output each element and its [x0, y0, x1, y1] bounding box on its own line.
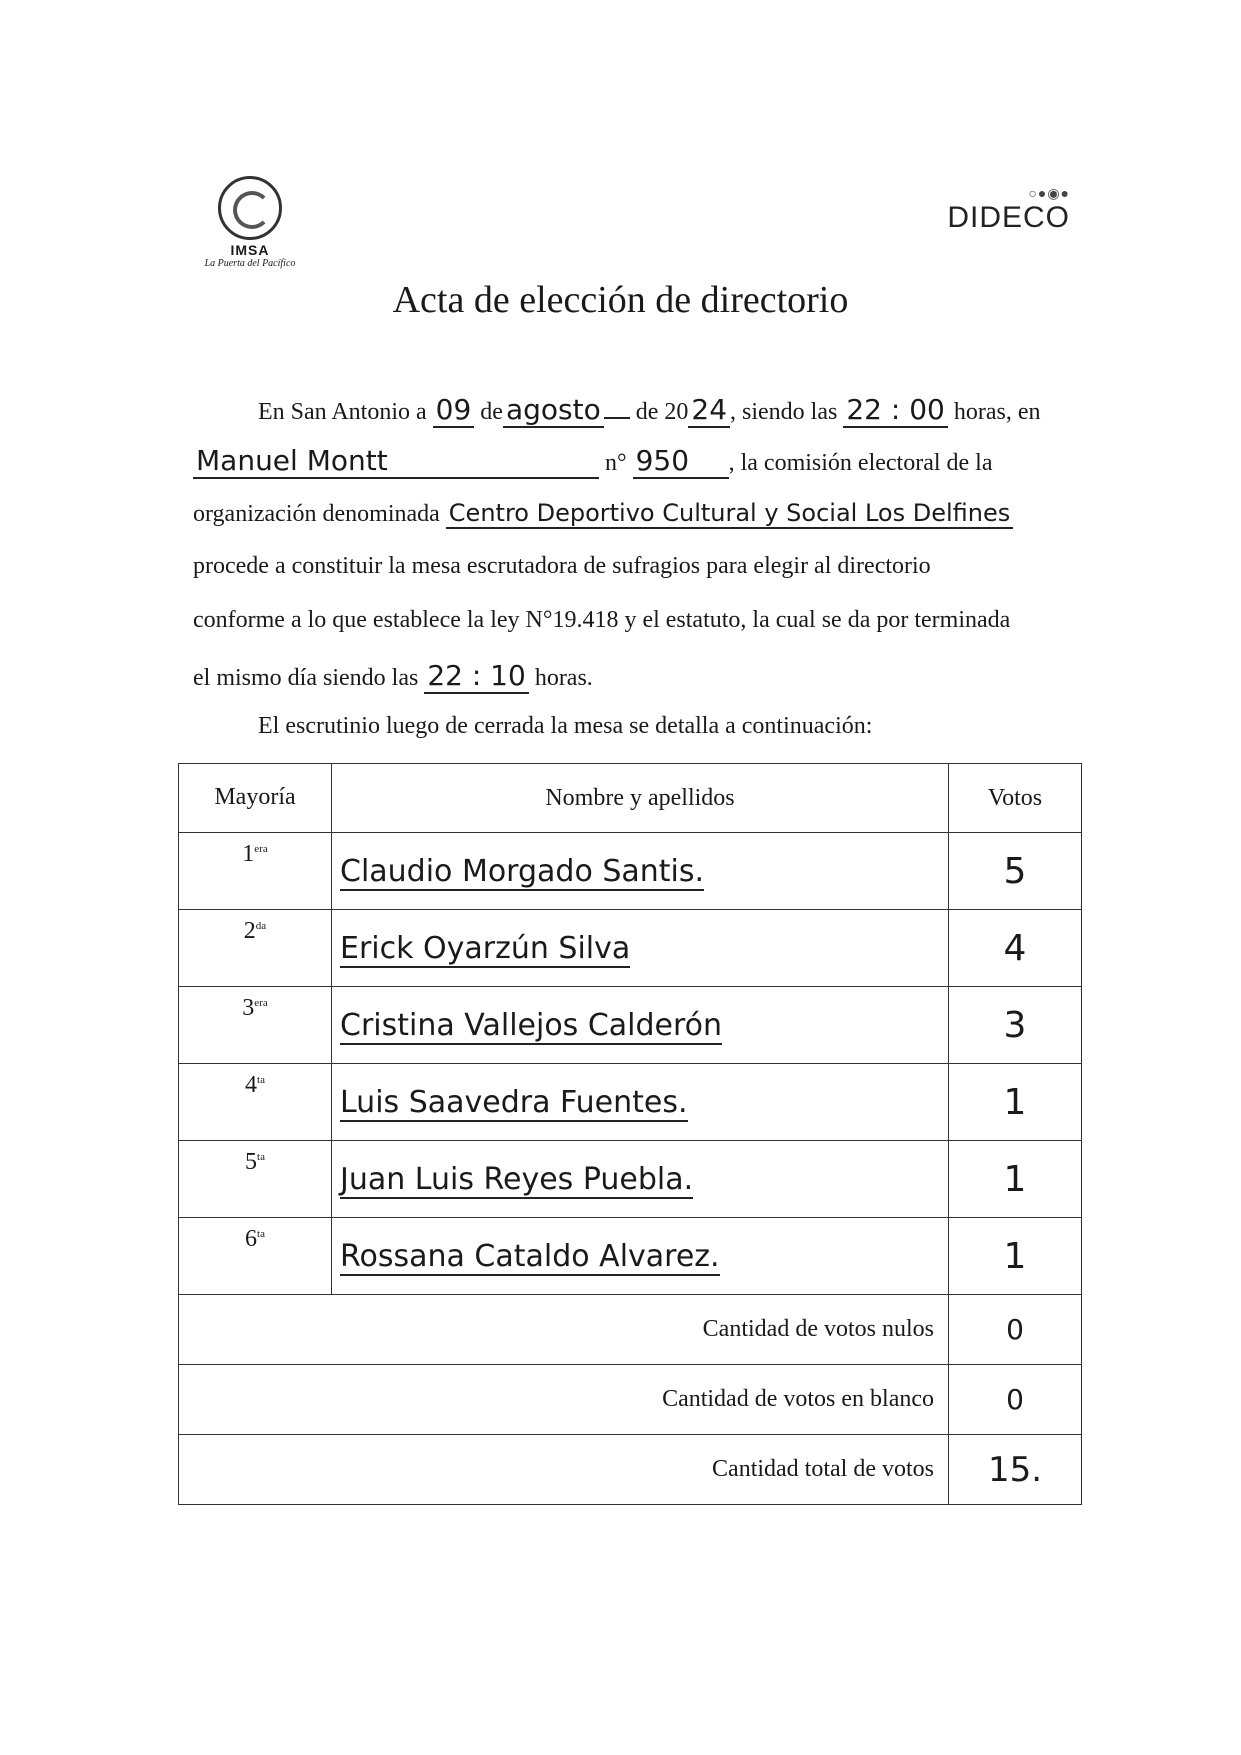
header-votos: Votos [949, 764, 1082, 833]
name-cell: Erick Oyarzún Silva [332, 910, 949, 987]
number-field: 950 [633, 444, 729, 479]
votes-cell: 1 [949, 1064, 1082, 1141]
null-votes-label: Cantidad de votos nulos [179, 1295, 949, 1365]
text-segment: de [480, 399, 503, 425]
paragraph-line-6 [193, 659, 1073, 692]
dideco-logo-name: DIDECO [947, 201, 1070, 234]
total-votes-value: 15. [949, 1435, 1082, 1505]
total-votes-row [179, 1435, 1082, 1505]
imsa-logo-name: IMSA [230, 242, 270, 258]
rank-cell: $4^{ta}$ [179, 1064, 332, 1141]
votes-table [178, 763, 1082, 1505]
votes-cell: 4 [949, 910, 1082, 987]
table-row [179, 833, 1082, 910]
name-cell: Cristina Vallejos Calderón [332, 987, 949, 1064]
text-segment: de 20 [635, 399, 689, 425]
month-field: agosto [503, 393, 604, 428]
name-cell: Claudio Morgado Santis. [332, 833, 949, 910]
votes-cell: 1 [949, 1141, 1082, 1218]
paragraph-line-7: El escrutinio luego de cerrada la mesa se detalla a continuación: [258, 713, 873, 739]
document-title: Acta de elección de directorio [392, 279, 849, 321]
end-time-field: 22 : 10 [424, 659, 529, 694]
header-mayoria: Mayoría [179, 764, 332, 833]
rank-cell: $1^{era}$ [179, 833, 332, 910]
paragraph-line-3 [193, 499, 1073, 528]
votes-cell: 5 [949, 833, 1082, 910]
votes-cell: 3 [949, 987, 1082, 1064]
table-header-row [179, 764, 1082, 833]
table-row [179, 1141, 1082, 1218]
name-cell: Juan Luis Reyes Puebla. [332, 1141, 949, 1218]
blank-votes-value: 0 [949, 1365, 1082, 1435]
start-time-field: 22 : 00 [843, 393, 948, 428]
rank-cell: $2^{da}$ [179, 910, 332, 987]
street-field: Manuel Montt [193, 444, 599, 479]
text-segment: , siendo las [730, 399, 838, 425]
name-cell: Rossana Cataldo Alvarez. [332, 1218, 949, 1295]
rank-cell: $6^{ta}$ [179, 1218, 332, 1295]
text-segment: , la comisión electoral de la [728, 450, 993, 476]
total-votes-label: Cantidad total de votos [179, 1435, 949, 1505]
municipal-seal-icon [218, 176, 282, 240]
blank-votes-label: Cantidad de votos en blanco [179, 1365, 949, 1435]
text-segment: horas. [534, 665, 593, 691]
null-votes-row [179, 1295, 1082, 1365]
text-segment: organización denominada [193, 501, 440, 527]
paragraph-line-5: conforme a lo que establece la ley N°19.418 y el estatuto, la cual se da por terminada [193, 607, 1011, 633]
text-segment: el mismo día siendo las [193, 665, 419, 691]
rank-cell: $5^{ta}$ [179, 1141, 332, 1218]
votes-cell: 1 [949, 1218, 1082, 1295]
dots-icon: ○●◉● [1028, 187, 1070, 202]
blank-votes-row [179, 1365, 1082, 1435]
header-nombre: Nombre y apellidos [332, 764, 949, 833]
text-segment: n° [605, 450, 627, 476]
paragraph-line-1 [258, 393, 1073, 426]
paragraph-line-2 [193, 444, 1073, 479]
name-cell: Luis Saavedra Fuentes. [332, 1064, 949, 1141]
paragraph-line-4: procede a constituir la mesa escrutadora de sufragios para elegir al directorio [193, 553, 931, 579]
null-votes-value: 0 [949, 1295, 1082, 1365]
text-segment: En San Antonio a [258, 399, 427, 425]
table-row [179, 910, 1082, 987]
organization-field: Centro Deportivo Cultural y Social Los Delfines [446, 499, 1013, 529]
imsa-logo [195, 176, 305, 276]
imsa-logo-tagline: La Puerta del Pacífico [204, 258, 296, 269]
rank-cell: $3^{era}$ [179, 987, 332, 1064]
table-row [179, 987, 1082, 1064]
day-field: 09 [433, 393, 475, 428]
year-field: 24 [688, 393, 730, 428]
dideco-logo [930, 186, 1070, 266]
table-row [179, 1064, 1082, 1141]
text-segment: horas, en [953, 399, 1041, 425]
table-row [179, 1218, 1082, 1295]
